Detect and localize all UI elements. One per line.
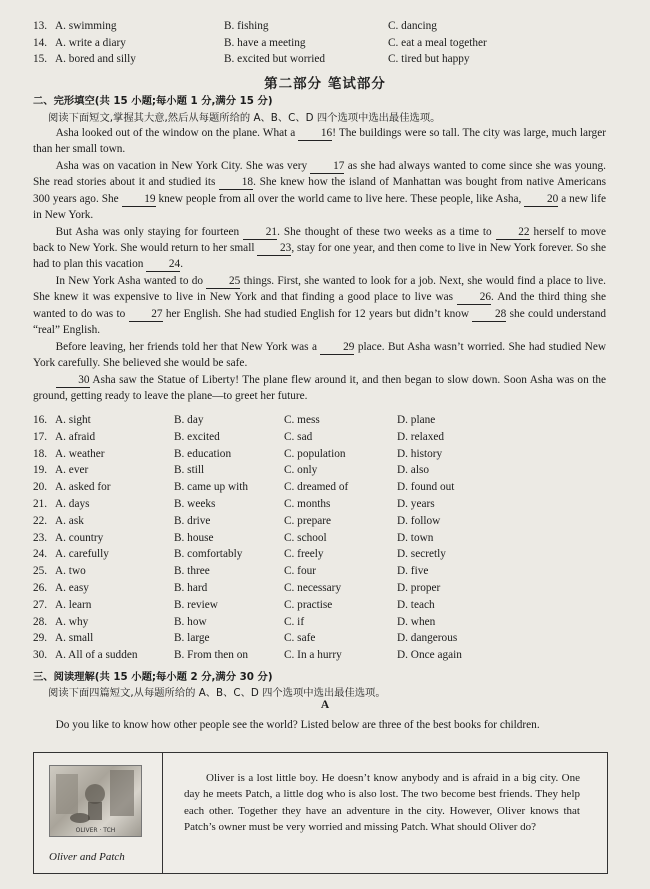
option-d: D. town xyxy=(397,531,434,544)
option-b: B. hard xyxy=(174,582,208,594)
option-b: B. From then on xyxy=(174,649,249,662)
cloze-heading: 二、完形填空(共 15 小题;每小题 1 分,满分 15 分) xyxy=(33,95,273,107)
option-c: C. school xyxy=(284,531,327,544)
option-b: B. fishing xyxy=(224,20,269,32)
book-title: Oliver and Patch xyxy=(49,851,125,863)
option-a: A. weather xyxy=(55,447,105,460)
option-c: C. freely xyxy=(284,548,324,561)
option-d: D. plane xyxy=(397,414,436,426)
option-b: B. still xyxy=(174,464,205,477)
option-a: A. carefully xyxy=(55,548,109,561)
option-a: A. why xyxy=(55,615,89,628)
option-c: C. only xyxy=(284,464,318,477)
option-b: B. excited xyxy=(174,430,220,443)
option-c: C. In a hurry xyxy=(284,649,342,662)
option-c: C. tired but happy xyxy=(388,53,470,65)
book-description: Oliver is a lost little boy. He doesn’t know anybody and is afraid in a big city. One day he meets Patch, a little dog who is also lost. The two become best friends. They help each other. Together they have an adventure in the city. However, Oliver knows that Patch’s owner must be very worried and missing Patch. What should Oliver do? xyxy=(184,772,580,833)
option-a: A. small xyxy=(55,632,94,645)
option-c: C. dreamed of xyxy=(284,481,349,494)
question-number: 24. xyxy=(33,548,48,561)
question-number: 23. xyxy=(33,531,48,544)
question-number: 26. xyxy=(33,582,48,594)
option-c: C. eat a meal together xyxy=(388,37,487,49)
illustration-icon xyxy=(50,766,141,836)
option-a: A. asked for xyxy=(55,481,111,494)
cloze-paragraph-1: Asha looked out of the window on the plane. What a 16! The buildings were so tall. The city was large, much larger than her small town. xyxy=(33,127,606,156)
book-cover-image xyxy=(49,765,142,837)
question-number: 13. xyxy=(33,20,48,32)
option-b: B. have a meeting xyxy=(224,37,306,49)
question-number: 18. xyxy=(33,447,48,460)
book-card-oliver-and-patch xyxy=(33,752,608,874)
blank-20: 20 xyxy=(524,193,558,207)
option-d: D. teach xyxy=(397,598,435,611)
option-a: A. learn xyxy=(55,598,92,611)
divider xyxy=(162,753,163,873)
blank-18: 18 xyxy=(219,176,253,190)
option-a: A. days xyxy=(55,498,90,510)
cloze-paragraph-3: But Asha was only staying for fourteen 21. She thought of these two weeks as a time to 22 herself to move back to New York. She would return to her small 23, stay for one year, and then come to live in New York forever. So she had to plan this vacation 24. xyxy=(33,225,607,271)
option-c: C. practise xyxy=(284,598,333,611)
option-c: C. sad xyxy=(284,430,313,443)
reading-heading: 三、阅读理解(共 15 小题;每小题 2 分,满分 30 分) xyxy=(33,671,273,683)
option-c: C. months xyxy=(284,498,331,510)
question-number: 19. xyxy=(33,464,48,477)
question-number: 22. xyxy=(33,514,48,527)
blank-23: 23 xyxy=(257,242,291,256)
option-d: D. relaxed xyxy=(397,430,445,443)
option-a: A. bored and silly xyxy=(55,53,136,65)
question-number: 21. xyxy=(33,498,48,510)
option-b: B. drive xyxy=(174,514,211,527)
question-number: 15. xyxy=(33,53,48,65)
book-cover-text: OLIVER · TCH xyxy=(75,827,116,834)
option-b: B. three xyxy=(174,565,210,578)
option-d: D. when xyxy=(397,615,436,628)
cloze-paragraph-4: In New York Asha wanted to do 25 things. First, she wanted to look for a job. Next, she would find a place to live. She knew it was expensive to live in New York and that finding a good place to live was 26. And the third thing she wanted to do was to 27 her English. She had studied English for 12 years but didn’t know 28 she could understand “real” English. xyxy=(33,275,606,337)
blank-28: 28 xyxy=(472,308,506,322)
question-number: 28. xyxy=(33,615,48,628)
question-number: 16. xyxy=(33,414,48,426)
blank-19: 19 xyxy=(122,193,156,207)
cloze-paragraph-2: Asha was on vacation in New York City. She was very 17 as she had always wanted to come since she was young. She read stories about it and studied its 18. She knew how the island of Manhattan was bought from native Americans 300 years ago. She 19 knew people from all over the world came to live here. These people, like Asha, 20 a new life in New York. xyxy=(33,160,606,221)
option-b: B. came up with xyxy=(174,481,249,494)
option-d: D. proper xyxy=(397,582,441,594)
option-d: D. dangerous xyxy=(397,632,458,645)
option-a: A. ask xyxy=(55,514,84,527)
blank-25: 25 xyxy=(206,275,240,289)
cloze-passage xyxy=(33,125,606,405)
passage-label: A xyxy=(320,699,330,711)
option-b: B. comfortably xyxy=(174,548,243,561)
option-b: B. weeks xyxy=(174,498,216,510)
blank-16: 16 xyxy=(298,127,332,141)
option-d: D. found out xyxy=(397,481,455,494)
question-number: 30. xyxy=(33,649,48,662)
option-c: C. population xyxy=(284,447,346,460)
option-d: D. follow xyxy=(397,514,441,527)
option-a: A. All of a sudden xyxy=(55,649,138,662)
cloze-paragraph-5: Before leaving, her friends told her that New York was a 29 place. But Asha wasn’t worried. She had studied New York carefully. She believed she would be safe. xyxy=(33,340,606,370)
option-c: C. if xyxy=(284,615,305,628)
question-number: 29. xyxy=(33,632,48,645)
part-title: 第二部分 笔试部分 xyxy=(264,76,386,92)
blank-22: 22 xyxy=(496,226,530,240)
option-b: B. house xyxy=(174,531,214,544)
question-number: 14. xyxy=(33,37,48,49)
reading-instruction: 阅读下面四篇短文,从每题所给的 A、B、C、D 四个选项中选出最佳选项。 xyxy=(48,687,386,699)
question-number: 20. xyxy=(33,481,48,494)
cloze-paragraph-6: 30 Asha saw the Statue of Liberty! The plane flew around it, and then began to slow down. Soon Asha was on the ground, getting ready to leave the plane—to greet her future. xyxy=(33,373,606,403)
option-b: B. education xyxy=(174,447,232,460)
blank-17: 17 xyxy=(310,160,344,174)
option-a: A. sight xyxy=(55,414,91,426)
option-a: A. ever xyxy=(55,464,89,477)
option-d: D. years xyxy=(397,498,435,510)
option-a: A. swimming xyxy=(55,20,117,32)
reading-intro: Do you like to know how other people see the world? Listed below are three of the best books for children. xyxy=(55,719,540,731)
option-c: C. safe xyxy=(284,632,316,645)
option-b: B. review xyxy=(174,598,218,611)
option-d: D. history xyxy=(397,447,443,460)
option-b: B. day xyxy=(174,414,204,426)
blank-29: 29 xyxy=(320,341,354,355)
question-number: 25. xyxy=(33,565,48,578)
option-d: D. five xyxy=(397,565,429,578)
blank-21: 21 xyxy=(243,226,277,240)
option-c: C. necessary xyxy=(284,582,342,594)
option-a: A. write a diary xyxy=(55,37,126,49)
option-b: B. how xyxy=(174,615,207,628)
option-c: C. prepare xyxy=(284,514,332,527)
question-number: 27. xyxy=(33,598,48,611)
cloze-instruction: 阅读下面短文,掌握其大意,然后从每题所给的 A、B、C、D 四个选项中选出最佳选项。 xyxy=(48,112,441,124)
blank-24: 24 xyxy=(146,258,180,272)
option-a: A. country xyxy=(55,531,104,544)
option-a: A. afraid xyxy=(55,430,96,443)
option-a: A. easy xyxy=(55,582,89,594)
blank-26: 26 xyxy=(457,291,491,305)
blank-30: 30 xyxy=(56,374,90,388)
option-c: C. dancing xyxy=(388,20,437,32)
blank-27: 27 xyxy=(129,308,163,322)
option-a: A. two xyxy=(55,565,86,578)
option-b: B. excited but worried xyxy=(224,53,326,65)
option-d: D. Once again xyxy=(397,649,462,662)
option-d: D. secretly xyxy=(397,548,446,561)
option-d: D. also xyxy=(397,464,430,477)
option-c: C. four xyxy=(284,565,317,578)
question-number: 17. xyxy=(33,430,48,443)
option-c: C. mess xyxy=(284,414,320,426)
option-b: B. large xyxy=(174,632,210,645)
